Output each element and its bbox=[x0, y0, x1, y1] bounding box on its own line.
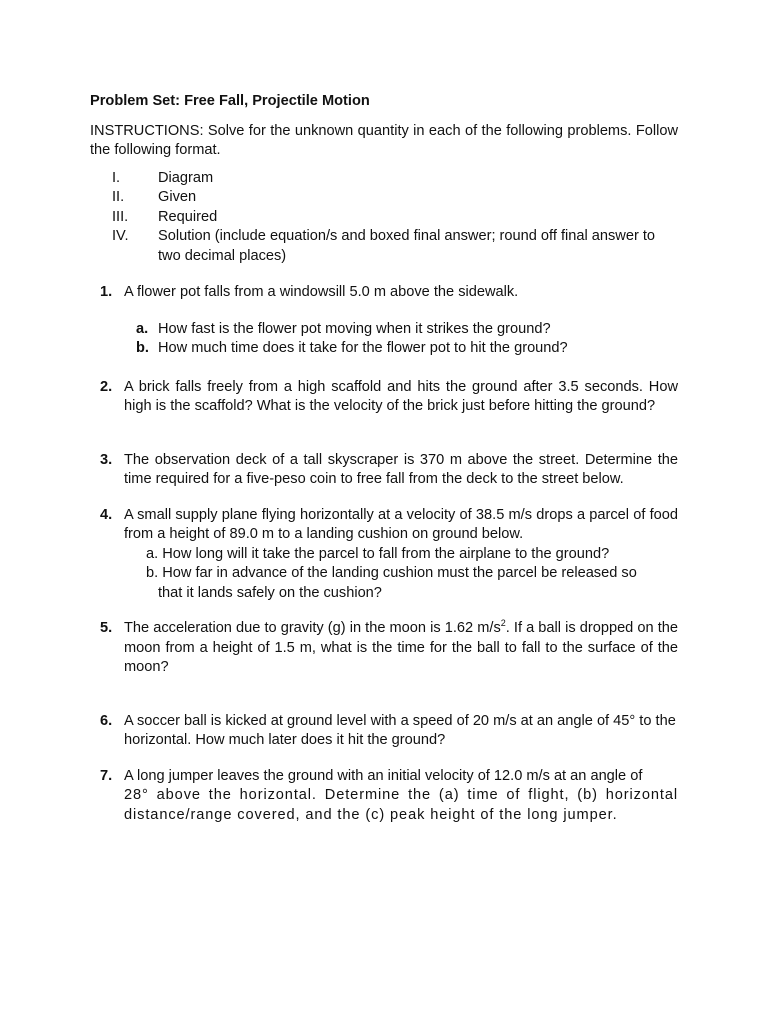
format-item bbox=[112, 227, 678, 266]
sub-question-text: How much time does it take for the flower pot to hit the ground? bbox=[158, 340, 568, 356]
problem-6 bbox=[90, 712, 678, 751]
sub-question-label: b. bbox=[136, 340, 149, 356]
format-item-number: I. bbox=[112, 169, 121, 186]
problem-body bbox=[124, 619, 678, 678]
problem-text: The acceleration due to gravity (g) in the moon is 1.62 m/s bbox=[124, 620, 501, 636]
format-item bbox=[112, 188, 678, 208]
sub-question-label: a. bbox=[136, 320, 149, 337]
sub-question-text: How fast is the flower pot moving when it strikes the ground? bbox=[158, 320, 551, 337]
format-item-text: Given bbox=[158, 189, 197, 205]
problem-text: A soccer ball is kicked at ground level with a speed of 20 m/s at an angle of 45° to the horizontal. How much later does it hit the ground? bbox=[124, 712, 676, 748]
problem-text: A small supply plane flying horizontally at a velocity of 38.5 m/s drops a parcel of food from a height of 89.0 m to a landing cushion on ground below. bbox=[124, 506, 678, 542]
problem-body bbox=[124, 283, 678, 359]
sub-question bbox=[146, 564, 678, 603]
problem-4 bbox=[90, 506, 678, 604]
problem-5 bbox=[90, 619, 678, 678]
sub-question bbox=[136, 320, 678, 340]
problem-number: 1. bbox=[100, 284, 113, 300]
problem-text: A flower pot falls from a windowsill 5.0 m above the sidewalk. bbox=[124, 284, 519, 300]
problem-body bbox=[124, 767, 678, 826]
sub-question-list bbox=[124, 545, 678, 604]
document-page bbox=[90, 92, 678, 825]
problem-number: 4. bbox=[100, 506, 113, 523]
sub-question bbox=[136, 339, 678, 359]
problem-text-continued: . If a ball is dropped on the moon from a height of 1.5 m, what is the time for the ball to fall to the surface of the moon? bbox=[124, 620, 678, 675]
problem-text: A long jumper leaves the ground with an initial velocity of 12.0 m/s at an angle of bbox=[124, 767, 643, 784]
problem-7 bbox=[90, 767, 678, 826]
format-item-number: III. bbox=[112, 208, 129, 225]
sub-question: a. How long will it take the parcel to fall from the airplane to the ground? bbox=[146, 545, 610, 562]
instructions-text: INSTRUCTIONS: Solve for the unknown quantity in each of the following problems. Follow the following format. bbox=[90, 122, 678, 158]
problem-text: A brick falls freely from a high scaffold and hits the ground after 3.5 seconds. How high is the scaffold? What is the velocity of the brick just before hitting the ground? bbox=[124, 378, 678, 414]
format-item-text: Diagram bbox=[158, 169, 214, 186]
format-item-number: II. bbox=[112, 189, 125, 205]
problem-body bbox=[124, 506, 678, 604]
problem-3 bbox=[90, 451, 678, 490]
problem-1 bbox=[90, 283, 678, 359]
problem-number: 3. bbox=[100, 451, 113, 468]
format-list bbox=[90, 169, 678, 267]
problem-number: 7. bbox=[100, 767, 113, 784]
problem-text-continued: 28° above the horizontal. Determine the (a) time of flight, (b) horizontal distance/range covered, and the (c) peak height of the long jumper. bbox=[124, 787, 678, 823]
format-item bbox=[112, 169, 678, 189]
problem-number: 6. bbox=[100, 712, 113, 729]
superscript-exponent: 2 bbox=[500, 618, 506, 629]
sub-question-text: b. How far in advance of the landing cushion must the parcel be released so bbox=[146, 565, 637, 581]
format-item bbox=[112, 208, 678, 228]
problem-2 bbox=[90, 378, 678, 417]
problem-number: 2. bbox=[100, 378, 113, 395]
problem-list bbox=[90, 283, 678, 825]
problem-set-title: Problem Set: Free Fall, Projectile Motion bbox=[90, 93, 370, 109]
format-item-text: Required bbox=[158, 208, 218, 225]
problem-text: The observation deck of a tall skyscraper is 370 m above the street. Determine the time required for a five-peso coin to free fall from the deck to the street below. bbox=[124, 451, 678, 487]
format-item-number: IV. bbox=[112, 228, 129, 244]
format-item-text: Solution (include equation/s and boxed final answer; round off final answer to two decimal places) bbox=[158, 228, 656, 264]
sub-question-continuation: that it lands safely on the cushion? bbox=[158, 584, 382, 601]
problem-number: 5. bbox=[100, 620, 113, 636]
sub-question-list bbox=[124, 320, 678, 359]
